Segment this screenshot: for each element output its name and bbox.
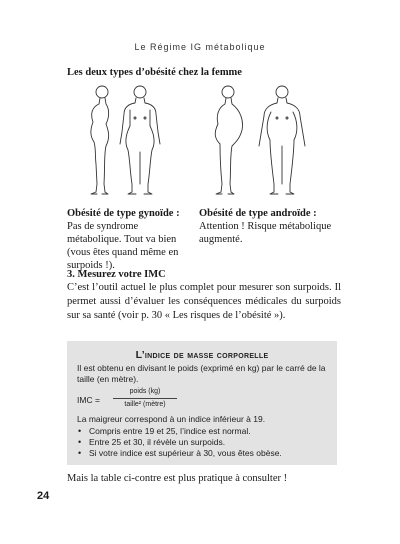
footer-line: Mais la table ci-contre est plus pratique à consulter ! [67,473,288,484]
running-head: Le Régime IG métabolique [134,42,266,52]
gynoid-caption-text: Pas de syndrome métabolique. Tout va bien (vous êtes quand même en surpoids !). [67,221,179,271]
step-paragraph: C’est l’outil actuel le plus complet pour mesurer son surpoids. Il permet aussi d’évaluer les conséquences médicales du surpoids sur sa santé (voir p. 30 « Les risques de l’obésité »). [67,282,341,321]
gynoid-side-figure [91,86,109,194]
gynoid-caption [67,207,192,272]
box-intro: Il est obtenu en divisant le poids (exprimé en kg) par le carré de la taille (en mètre). [77,363,326,384]
android-caption-text: Attention ! Risque métabolique augmenté. [199,221,332,245]
list-item: • Entre 25 et 30, il révèle un surpoids. [78,437,226,447]
android-front-figure [259,86,305,194]
bullet-icon: • [78,426,82,436]
body-shape-illustration [60,80,360,200]
gynoid-caption-title: Obésité de type gynoïde : [67,208,180,219]
list-item: • Compris entre 19 et 25, l’indice est normal. [78,426,251,436]
android-caption-title: Obésité de type androïde : [199,208,317,219]
gynoid-front-figure [120,86,160,194]
formula-numerator: poids (kg) [129,388,161,395]
imc-formula [77,387,227,413]
box-title: L’indice de masse corporelle [135,349,269,361]
formula-denominator: taille² (mètre) [124,401,166,408]
step-heading: 3. Mesurez votre IMC [67,269,166,280]
imc-info-box [67,341,337,465]
list-item: • Si votre indice est supérieur à 30, vous êtes obèse. [78,448,282,458]
fraction-bar [113,398,177,399]
page-number: 24 [37,490,50,502]
android-side-figure [215,86,242,194]
bullet-icon: • [78,437,82,447]
android-caption [199,207,339,246]
box-lead: La maigreur correspond à un indice inférieur à 19. [77,414,266,424]
imc-label: IMC = [77,395,100,405]
imc-fraction [113,387,177,410]
bmi-ranges-list [77,426,327,459]
bullet-icon: • [78,448,82,458]
section-title: Les deux types d’obésité chez la femme [67,67,242,78]
